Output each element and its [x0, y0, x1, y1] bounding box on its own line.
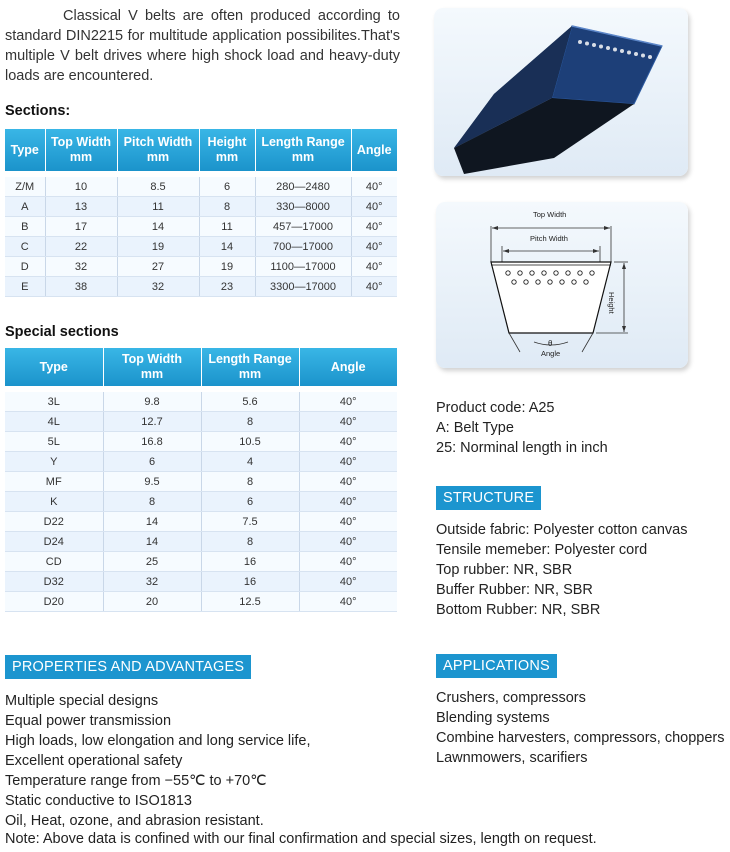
cell: 14: [117, 217, 199, 237]
cell: 40°: [351, 197, 397, 217]
cell: 11: [199, 217, 255, 237]
table-row: [5, 412, 397, 432]
table-row: [5, 512, 397, 532]
cell: 40°: [299, 592, 397, 612]
cell: CD: [5, 552, 103, 572]
intro-paragraph: Classical V belts are often produced according to standard DIN2215 for multitude application possibilites.That's multiple V belt drives where high shock load and heavy-duty loads are encountered.: [5, 8, 400, 84]
product-line: Product code: A25: [436, 400, 555, 416]
cell: D32: [5, 572, 103, 592]
header-length-range: Length Range mm: [201, 348, 299, 386]
list-item: Static conductive to ISO1813: [5, 793, 192, 809]
special-header-row: [5, 348, 397, 386]
cell: 13: [45, 197, 117, 217]
cell: 32: [117, 277, 199, 297]
cell: 700—17000: [255, 237, 351, 257]
list-item: High loads, low elongation and long service life,: [5, 733, 311, 749]
table-row: [5, 532, 397, 552]
cell: A: [5, 197, 45, 217]
table-row: [5, 472, 397, 492]
structure-list: [436, 520, 687, 620]
cell: 8.5: [117, 177, 199, 197]
cell: 8: [201, 412, 299, 432]
cell: 11: [117, 197, 199, 217]
cell: D22: [5, 512, 103, 532]
cell: 40°: [299, 412, 397, 432]
cell: 40°: [299, 452, 397, 472]
cell: 40°: [351, 277, 397, 297]
cell: C: [5, 237, 45, 257]
list-item: Top rubber: NR, SBR: [436, 562, 573, 578]
top-width-label: Top Width: [533, 210, 567, 219]
theta-label: θ: [548, 339, 553, 348]
cell: 6: [103, 452, 201, 472]
cell: 8: [201, 472, 299, 492]
cell: 4L: [5, 412, 103, 432]
sections-table: [5, 129, 397, 297]
cell: D: [5, 257, 45, 277]
list-item: Bottom Rubber: NR, SBR: [436, 602, 601, 618]
cell: 12.7: [103, 412, 201, 432]
cell: 6: [199, 177, 255, 197]
cell: 40°: [299, 472, 397, 492]
cell: 280—2480: [255, 177, 351, 197]
cell: 1100—17000: [255, 257, 351, 277]
v-belt-illustration: [434, 8, 688, 176]
table-row: [5, 572, 397, 592]
product-line: 25: Norminal length in inch: [436, 440, 608, 456]
cell: 457—17000: [255, 217, 351, 237]
cell: K: [5, 492, 103, 512]
structure-heading: STRUCTURE: [436, 486, 541, 510]
cell: 16: [201, 552, 299, 572]
cell: 40°: [299, 552, 397, 572]
cell: 4: [201, 452, 299, 472]
table-row: [5, 217, 397, 237]
cell: 40°: [299, 432, 397, 452]
cell: D20: [5, 592, 103, 612]
header-pitch-width: Pitch Width mm: [117, 129, 199, 171]
cell: 330—8000: [255, 197, 351, 217]
cross-section-diagram: [436, 202, 688, 368]
cell: 19: [199, 257, 255, 277]
table-row: [5, 177, 397, 197]
list-item: Multiple special designs: [5, 693, 159, 709]
cell: 22: [45, 237, 117, 257]
cell: MF: [5, 472, 103, 492]
cell: 27: [117, 257, 199, 277]
cell: 9.8: [103, 392, 201, 412]
cell: 17: [45, 217, 117, 237]
applications-list: [436, 688, 725, 768]
list-item: Buffer Rubber: NR, SBR: [436, 582, 593, 598]
cell: 25: [103, 552, 201, 572]
list-item: Equal power transmission: [5, 713, 172, 729]
cell: 40°: [299, 492, 397, 512]
cell: 10.5: [201, 432, 299, 452]
cell: 14: [103, 532, 201, 552]
header-height: Height mm: [199, 129, 255, 171]
cell: 23: [199, 277, 255, 297]
cell: 40°: [351, 237, 397, 257]
cell: 40°: [299, 572, 397, 592]
cell: 32: [103, 572, 201, 592]
header-type: Type: [5, 348, 103, 386]
cell: 14: [103, 512, 201, 532]
table-row: [5, 492, 397, 512]
cell: 40°: [299, 532, 397, 552]
header-top-width: Top Width mm: [103, 348, 201, 386]
cell: 20: [103, 592, 201, 612]
list-item: Combine harvesters, compressors, choppers: [436, 730, 725, 746]
header-angle: Angle: [351, 129, 397, 171]
angle-label: Angle: [541, 349, 561, 358]
diagram-drawing: [436, 202, 688, 368]
cell: D24: [5, 532, 103, 552]
cell: 8: [201, 532, 299, 552]
properties-list: [5, 691, 311, 831]
cell: E: [5, 277, 45, 297]
product-code-block: [436, 398, 608, 458]
cell: 38: [45, 277, 117, 297]
cell: 8: [199, 197, 255, 217]
cell: 40°: [351, 177, 397, 197]
list-item: Excellent operational safety: [5, 753, 183, 769]
list-item: Lawnmowers, scarifiers: [436, 750, 588, 766]
cell: 40°: [299, 392, 397, 412]
cell: 5.6: [201, 392, 299, 412]
header-top-width: Top Width mm: [45, 129, 117, 171]
cell: B: [5, 217, 45, 237]
cell: 16.8: [103, 432, 201, 452]
table-row: [5, 432, 397, 452]
table-row: [5, 392, 397, 412]
table-row: [5, 592, 397, 612]
cell: 3L: [5, 392, 103, 412]
cell: 3300—17000: [255, 277, 351, 297]
belt-photo: [434, 8, 688, 176]
cell: 6: [201, 492, 299, 512]
table-row: [5, 257, 397, 277]
cell: 5L: [5, 432, 103, 452]
table-row: [5, 237, 397, 257]
list-item: Blending systems: [436, 710, 550, 726]
sections-header-row: [5, 129, 397, 171]
cell: 40°: [351, 257, 397, 277]
pitch-width-label: Pitch Width: [530, 234, 568, 243]
header-angle: Angle: [299, 348, 397, 386]
special-sections-table: [5, 348, 397, 612]
cell: 8: [103, 492, 201, 512]
list-item: Temperature range from −55℃ to +70℃: [5, 773, 267, 789]
cell: 19: [117, 237, 199, 257]
sections-title: Sections:: [5, 103, 71, 119]
cell: 16: [201, 572, 299, 592]
table-row: [5, 552, 397, 572]
header-length-range: Length Range mm: [255, 129, 351, 171]
cell: 40°: [299, 512, 397, 532]
cell: 40°: [351, 217, 397, 237]
note-text: Note: Above data is confined with our final confirmation and special sizes, length on request.: [5, 831, 597, 847]
table-row: [5, 452, 397, 472]
header-type: Type: [5, 129, 45, 171]
properties-heading: PROPERTIES AND ADVANTAGES: [5, 655, 251, 679]
cell: 7.5: [201, 512, 299, 532]
list-item: Oil, Heat, ozone, and abrasion resistant.: [5, 813, 264, 829]
cell: 12.5: [201, 592, 299, 612]
applications-heading: APPLICATIONS: [436, 654, 557, 678]
cell: 10: [45, 177, 117, 197]
cell: 14: [199, 237, 255, 257]
list-item: Crushers, compressors: [436, 690, 586, 706]
special-sections-title: Special sections: [5, 324, 119, 340]
cell: Z/M: [5, 177, 45, 197]
height-label: Height: [607, 292, 616, 314]
table-row: [5, 277, 397, 297]
product-line: A: Belt Type: [436, 420, 514, 436]
cell: Y: [5, 452, 103, 472]
table-row: [5, 197, 397, 217]
cell: 32: [45, 257, 117, 277]
cell: 9.5: [103, 472, 201, 492]
list-item: Tensile memeber: Polyester cord: [436, 542, 648, 558]
list-item: Outside fabric: Polyester cotton canvas: [436, 522, 688, 538]
